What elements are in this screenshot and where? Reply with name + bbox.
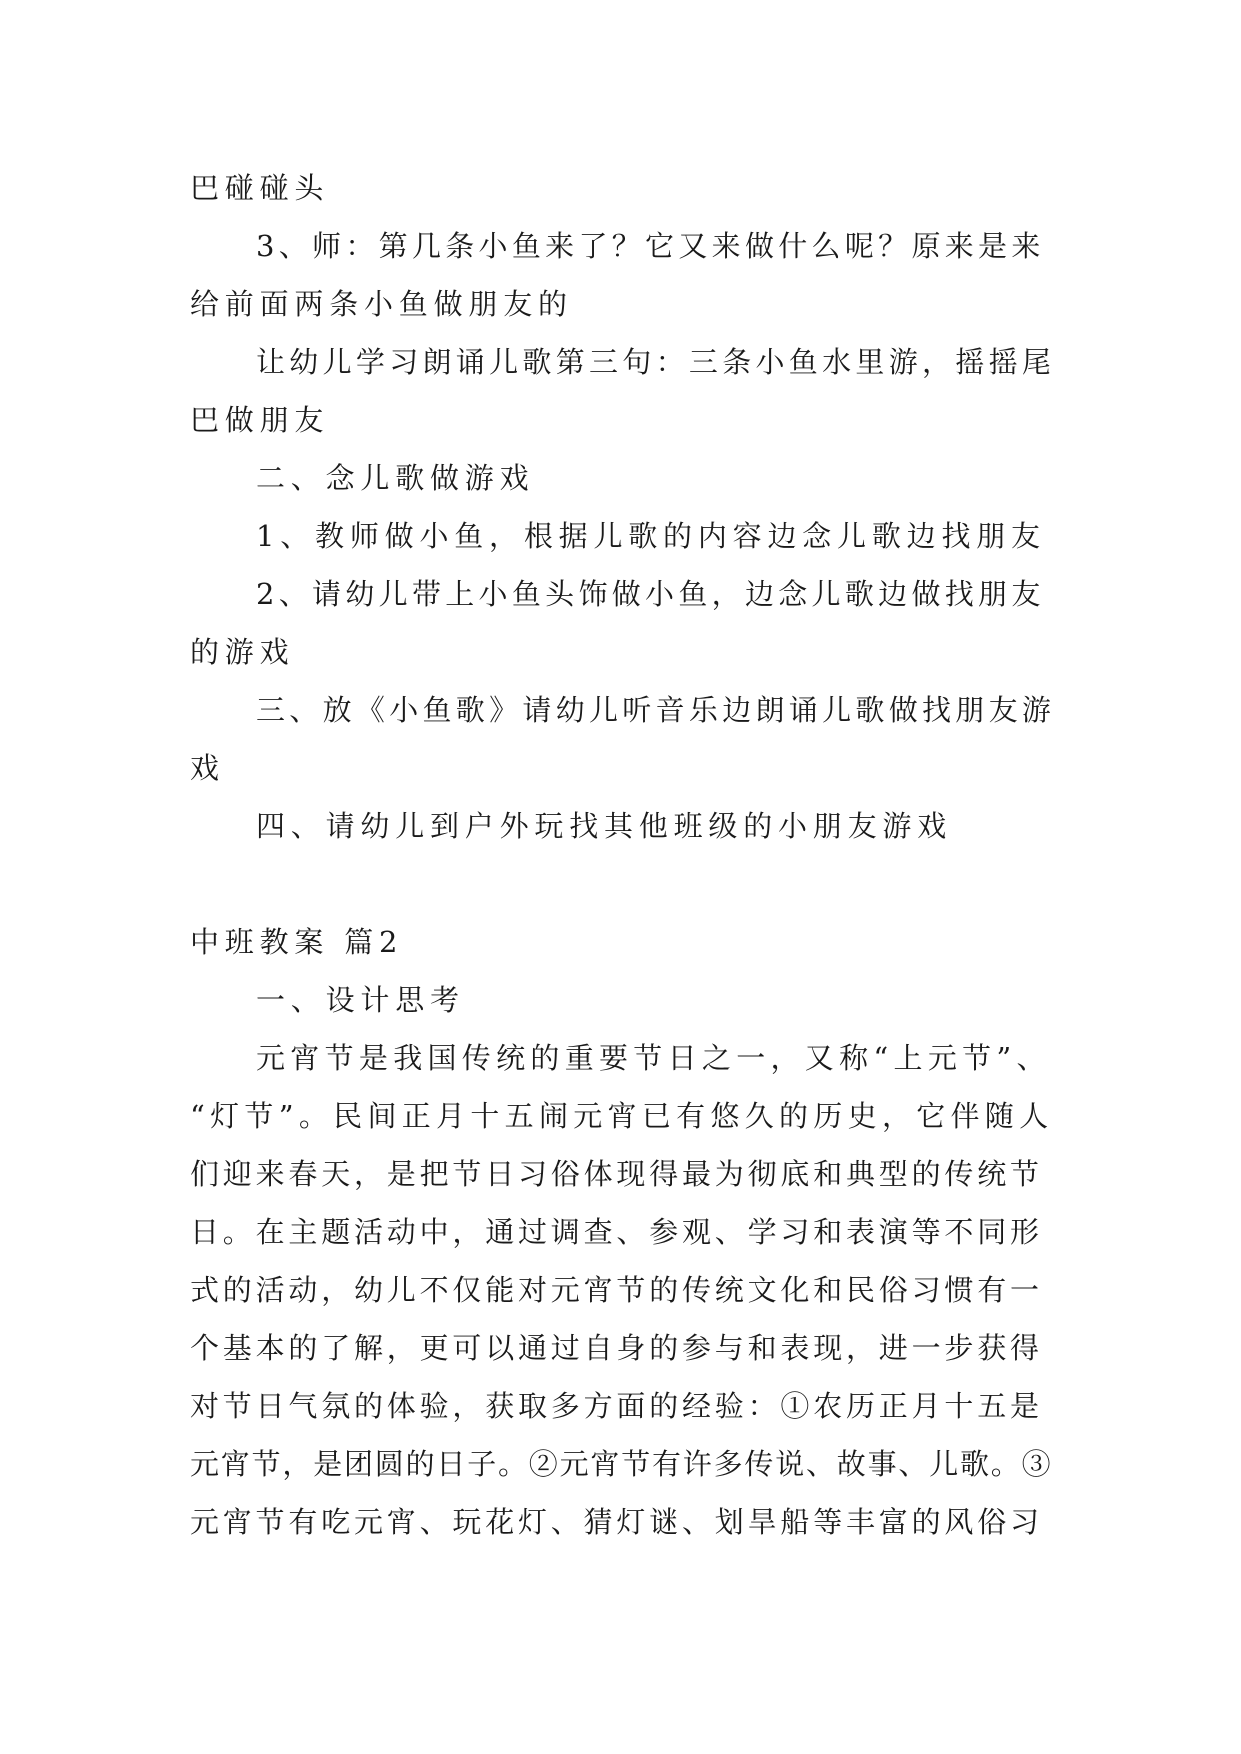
text-line: 三、放《小鱼歌》请幼儿听音乐边朗诵儿歌做找朋友游 (256, 693, 1056, 727)
text-line: 元宵节是我国传统的重要节日之一，又称“上元节”、 (256, 1041, 1051, 1075)
text-line: 式的活动，幼儿不仅能对元宵节的传统文化和民俗习惯有一 (190, 1273, 1043, 1307)
text-line: 3、师：第几条小鱼来了？它又来做什么呢？原来是来 (256, 229, 1045, 263)
text-line: 二、念儿歌做游戏 (256, 461, 535, 495)
text-line: 让幼儿学习朗诵儿歌第三句：三条小鱼水里游，摇摇尾 (256, 345, 1056, 379)
section-heading: 中班教案 篇2 (190, 925, 404, 959)
text-line: 个基本的了解，更可以通过自身的参与和表现，进一步获得 (190, 1331, 1043, 1365)
text-line: 一、设计思考 (256, 983, 465, 1017)
text-line: “灯节”。民间正月十五闹元宵已有悠久的历史，它伴随人 (190, 1099, 1054, 1133)
text-line: 日。在主题活动中，通过调查、参观、学习和表演等不同形 (190, 1215, 1043, 1249)
text-line: 元宵节，是团圆的日子。②元宵节有许多传说、故事、儿歌。③ (190, 1447, 1053, 1481)
text-line: 们迎来春天，是把节日习俗体现得最为彻底和典型的传统节 (190, 1157, 1043, 1191)
text-line: 对节日气氛的体验，获取多方面的经验：①农历正月十五是 (190, 1389, 1043, 1423)
text-line: 给前面两条小鱼做朋友的 (190, 287, 573, 321)
text-line: 的游戏 (190, 635, 295, 669)
text-line: 2、请幼儿带上小鱼头饰做小鱼，边念儿歌边做找朋友 (256, 577, 1045, 611)
text-line: 巴碰碰头 (190, 171, 330, 205)
text-line: 四、请幼儿到户外玩找其他班级的小朋友游戏 (256, 809, 953, 843)
text-line: 元宵节有吃元宵、玩花灯、猜灯谜、划旱船等丰富的风俗习 (190, 1505, 1043, 1539)
text-line: 巴做朋友 (190, 403, 330, 437)
text-line: 1、教师做小鱼，根据儿歌的内容边念儿歌边找朋友 (256, 519, 1046, 553)
text-line: 戏 (190, 751, 225, 785)
